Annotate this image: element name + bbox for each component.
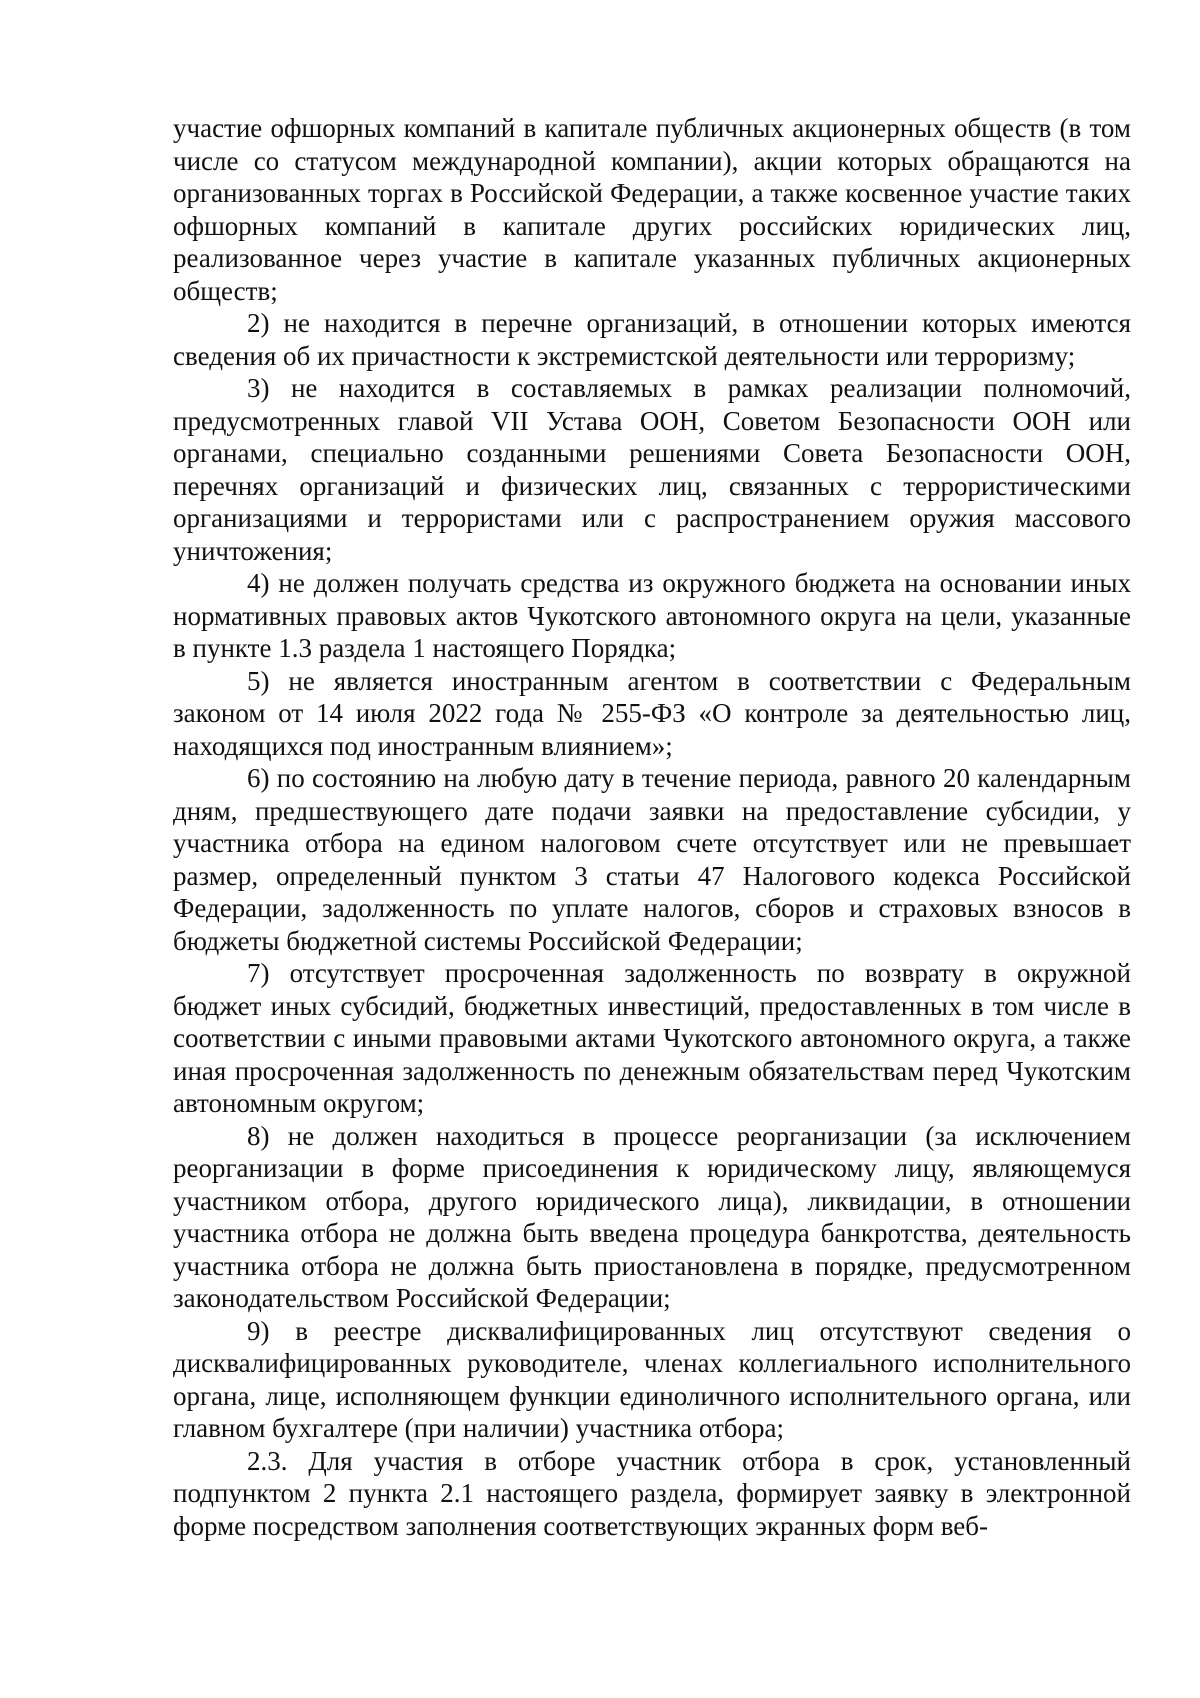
paragraph-item-2: 2) не находится в перечне организаций, в отношении которых имеются сведения об их причастности к экстремистской деятельности или терроризму;: [173, 308, 1131, 371]
paragraph-section-2-3: 2.3. Для участия в отборе участник отбора в срок, установленный подпунктом 2 пункта 2.1 настоящего раздела, формирует заявку в электронной форме посредством заполнения соответствующих экранных форм веб-: [173, 1445, 1131, 1541]
paragraph-item-3: 3) не находится в составляемых в рамках реализации полномочий, предусмотренных главой VII Устава ООН, Советом Безопасности ООН или органами, специально созданными решениями Совета Безопасности ООН, перечнях организаций и физических лиц, связанных с террористическими организациями и террористами или с распространением оружия массового уничтожения;: [173, 373, 1131, 566]
paragraph-item-4: 4) не должен получать средства из окружного бюджета на основании иных нормативных правовых актов Чукотского автономного округа на цели, указанные в пункте 1.3 раздела 1 настоящего Порядка;: [173, 568, 1131, 663]
paragraph-continuation: участие офшорных компаний в капитале публичных акционерных обществ (в том числе со статусом международной компании), акции которых обращаются на организованных торгах в Российской Федерации, а также косвенное участие таких офшорных компаний в капитале других российских юридических лиц, реализованное через участие в капитале указанных публичных акционерных обществ;: [173, 113, 1131, 306]
paragraph-item-9: 9) в реестре дисквалифицированных лиц отсутствуют сведения о дисквалифицированных руководителе, членах коллегиального исполнительного органа, лице, исполняющем функции единоличного исполнительного органа, или главном бухгалтере (при наличии) участника отбора;: [173, 1315, 1131, 1443]
paragraph-item-5: 5) не является иностранным агентом в соответствии с Федеральным законом от 14 июля 2022 года № 255-ФЗ «О контроле за деятельностью лиц, находящихся под иностранным влиянием»;: [173, 665, 1131, 761]
paragraph-item-8: 8) не должен находиться в процессе реорганизации (за исключением реорганизации в форме присоединения к юридическому лицу, являющемуся участником отбора, другого юридического лица), ликвидации, в отношении участника отбора не должна быть введена процедура банкротства, деятельность участника отбора не должна быть приостановлена в порядке, предусмотренном законодательством Российской Федерации;: [173, 1120, 1131, 1313]
paragraph-item-7: 7) отсутствует просроченная задолженность по возврату в окружной бюджет иных субсидий, бюджетных инвестиций, предоставленных в том числе в соответствии с иными правовыми актами Чукотского автономного округа, а также иная просроченная задолженность по денежным обязательствам перед Чукотским автономным округом;: [173, 958, 1131, 1118]
paragraph-item-6: 6) по состоянию на любую дату в течение периода, равного 20 календарным дням, предшествующего дате подачи заявки на предоставление субсидии, у участника отбора на едином налоговом счете отсутствует или не превышает размер, определенный пунктом 3 статьи 47 Налогового кодекса Российской Федерации, задолженность по уплате налогов, сборов и страховых взносов в бюджеты бюджетной системы Российской Федерации;: [173, 763, 1131, 956]
document-body: [173, 112, 1131, 1542]
